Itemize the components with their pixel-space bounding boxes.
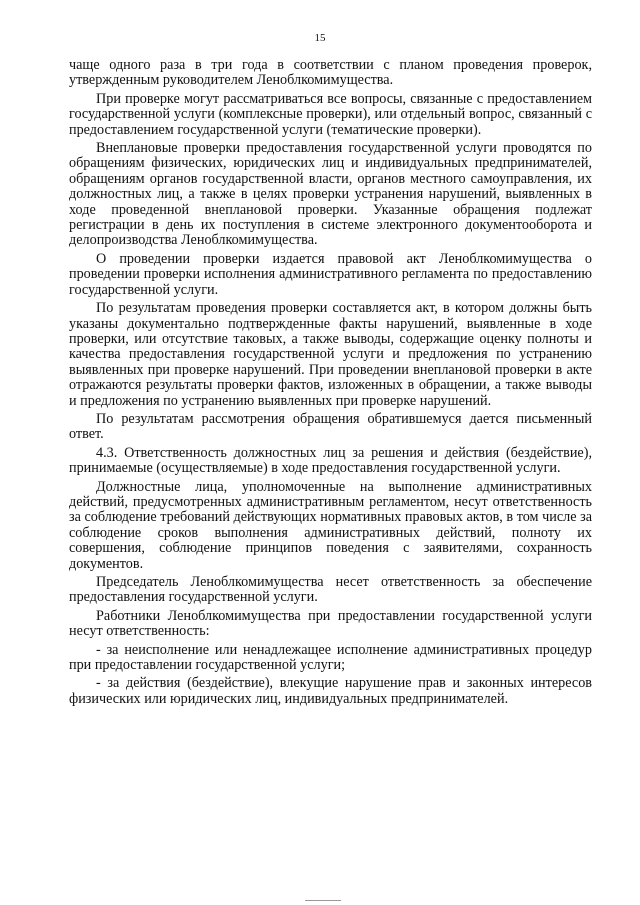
section-4-3-heading: 4.3. Ответственность должностных лиц за решения и действия (бездействие), принимаемые (осуществляемые) в ходе предоставления государственной услуги. [69,444,592,477]
document-body [69,58,592,707]
scan-artifact-line [305,900,341,901]
paragraph-officials-responsibility: Должностные лица, уполномоченные на выполнение административных действий, предусмотренных административным регламентом, несут ответственность за соблюдение требований действующих нормативных правовых актов, в том числе за соблюдение сроков выполнения административных действий, полноту их совершения, соблюдение принципов поведения с заявителями, сохранность документов. [69,478,592,572]
list-item-rights-violation: - за действия (бездействие), влекущие нарушение прав и законных интересов физических или юридических лиц, индивидуальных предпринимателей. [69,675,592,707]
paragraph-inspection-scope: При проверке могут рассматриваться все вопросы, связанные с предоставлением государственной услуги (комплексные проверки), или отдельный вопрос, связанный с предоставлением государственной услуги (тематические проверки). [69,90,592,138]
paragraph-written-answer: По результатам рассмотрения обращения обратившемуся дается письменный ответ. [69,410,592,443]
paragraph-employees-responsibility: Работники Леноблкомимущества при предоставлении государственной услуги несут ответственность: [69,607,592,640]
page-number: 15 [314,32,326,44]
paragraph-inspection-act: О проведении проверки издается правовой акт Леноблкомимущества о проведении проверки исполнения административного регламента по предоставлению государственной услуги. [69,250,592,298]
paragraph-inspection-results: По результатам проведения проверки составляется акт, в котором должны быть указаны документально подтвержденные факты нарушений, выявленные в ходе проверки, или отсутствие таковых, а также выводы, содержащие оценку полноты и качества предоставления государственной услуги и предложения по устранению выявленных при проверке нарушений. При проведении внеплановой проверки в акте отражаются результаты проверки фактов, изложенных в обращении, а также выводы и предложения по устранению выявленных при проверке нарушений. [69,300,592,409]
paragraph-unscheduled-inspections: Внеплановые проверки предоставления государственной услуги проводятся по обращениям физических, юридических лиц и индивидуальных предпринимателей, обращениям органов государственной власти, органов местного самоуправления, их должностных лиц, а также в целях проверки устранения нарушений, выявленных в ходе проведенной внеплановой проверки. Указанные обращения подлежат регистрации в день их поступления в системе электронного документооборота и делопроизводства Леноблкомимущества. [69,140,592,249]
paragraph-chairman-responsibility: Председатель Леноблкомимущества несет ответственность за обеспечение предоставления государственной услуги. [69,574,592,606]
list-item-nonperformance: - за неисполнение или ненадлежащее исполнение административных процедур при предоставлении государственной услуги; [69,641,592,674]
paragraph-continuation: чаще одного раза в три года в соответствии с планом проведения проверок, утвержденным руководителем Леноблкомимущества. [69,57,592,89]
